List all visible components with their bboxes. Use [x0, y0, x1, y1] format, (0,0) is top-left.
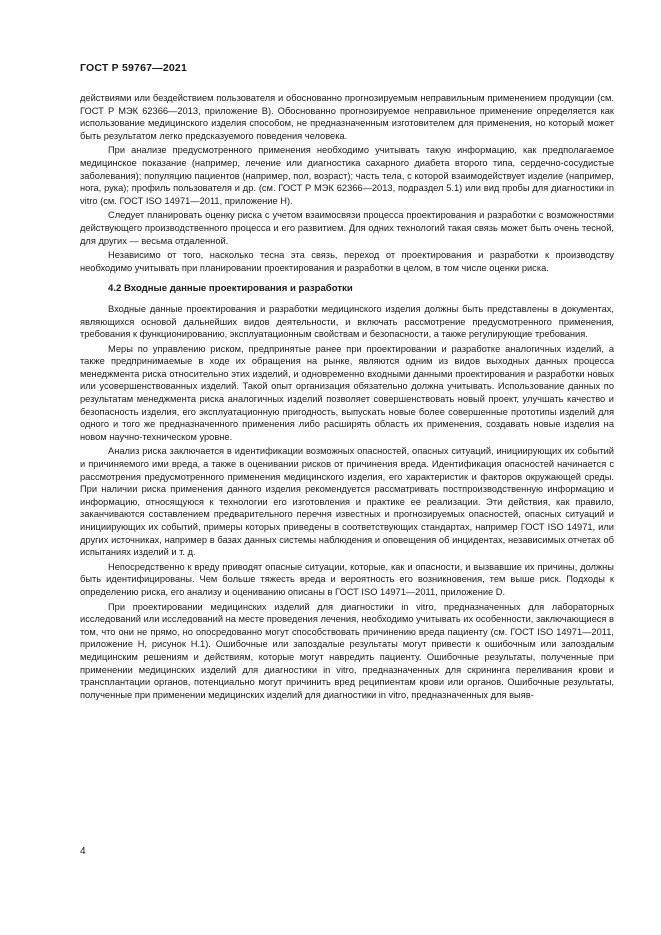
page-number: 4 — [80, 846, 86, 857]
paragraph: Независимо от того, насколько тесна эта связь, переход от проектирования и разработки к производству необходимо учитывать при планировании проектирования и разработки в целом, в том числе оценки риска. — [80, 250, 614, 273]
paragraph: Непосредственно к вреду приводят опасные ситуации, которые, как и опасности, и вызвавшие их причины, должны быть идентифицированы. Чем больше тяжесть вреда и вероятность его возникновения, тем выше риск. Подходы к определению риска, его анализу и оцениванию описаны в ГОСТ ISO 14971—2011, приложение D. — [80, 561, 614, 597]
paragraph-continuation: действиями или бездействием пользователя и обоснованно прогнозируемым неправильным применением продукции (см. ГОСТ Р МЭК 62366—2013, приложение В). Обоснованно прогнозируемое неправильное применение определяется как использование медицинского изделия способом, не предназначенным изготовителем для применения, но который может быть результатом легко предсказуемого поведения человека. — [80, 93, 614, 141]
paragraph: Анализ риска заключается в идентификации возможных опасностей, опасных ситуаций, инициирующих их событий и причиняемого ими вреда, а также в оценивании рисков от причинения вреда. Идентификация опасностей начинается с рассмотрения предусмотренного применения медицинского изделия, его характеристик и факторов окружающей среды. При наличии риска применения данного изделия рекомендуется рассматривать постпроизводственную информацию и информацию, относящуюся к технологии его изготовления и практике ее реализации. Эти действия, как правило, заканчиваются составлением предварительного перечня известных и прогнозируемых опасностей, опасных ситуаций и инициирующих их событий, примеры которых приведены в соответствующих стандартах, например ГОСТ ISO 14971, или других источниках, например в базах данных системы наблюдения и оповещения об инцидентах, независимых отчетах об испытаниях изделий и т. д. — [80, 446, 614, 558]
paragraph: Следует планировать оценку риска с учетом взаимосвязи процесса проектирования и разработки с возможностями действующего производственного процесса и его развитием. Для одних технологий такая связь может быть очень тесной, для других — весьма отдаленной. — [80, 210, 614, 246]
page-body — [80, 92, 614, 703]
standard-header: ГОСТ Р 59767—2021 — [80, 62, 188, 74]
paragraph: Меры по управлению риском, предпринятые ранее при проектировании и разработке аналогичных изделий, а также предпринимаемые в ходе их обращения на рынке, являются одним из видов выходных данных процесса менеджмента риска относительно этих изделий, и одновременно входными данными проектирования и разработки новых или усовершенствованных изделий. Такой опыт организация обязательно должна учитывать. Использование данных по результатам менеджмента риска аналогичных изделий позволяет совершенствовать новый проект, улучшать качество и безопасность изделия, его эксплуатационную пригодность, выпускать новые более совершенные прототипы изделий для одного и того же предназначенного применения либо расширять область их применения, создавать новые изделия на новом научно-техническом уровне. — [80, 343, 614, 442]
paragraph: Входные данные проектирования и разработки медицинского изделия должны быть представлены в документах, являющихся основой дальнейших видов деятельности, и включать рассмотрение предусмотренного применения, требования к функционированию, эксплуатационным свойствам и безопасности, а также регулирующие требования. — [80, 303, 614, 340]
section-heading: 4.2 Входные данные проектирования и разработки — [108, 283, 353, 295]
paragraph: При проектировании медицинских изделий для диагностики in vitro, предназначенных для лабораторных исследований или исследований на месте проведения лечения, необходимо учитывать их особенности, заключающиеся в том, что они не прямо, но опосредованно могут способствовать причинению вреда пациенту (см. ГОСТ ISO 14971—2011, приложение Н, рисунок Н.1). Ошибочные или запоздалые результаты могут привести к ошибочным или запоздалым медицинским решениям и действиям, которые могут навредить пациенту. Ошибочные результаты, полученные при применении медицинских изделий для диагностики in vitro, предназначенных для скрининга переливания крови и трансплантации органов, потенциально могут причинить вред реципиентам крови или органов. Ошибочные результаты, полученные при применении медицинских изделий для диагностики in vitro, предназначенных для выяв- — [80, 601, 614, 700]
paragraph: При анализе предусмотренного применения необходимо учитывать такую информацию, как предполагаемое медицинское показание (например, лечение или диагностика сахарного диабета второго типа, сердечно-сосудистые заболевания); популяцию пациентов (например, пол, возраст); часть тела, с которой взаимодействует изделие (например, нога, рука); профиль пользователя и др. (см. ГОСТ Р МЭК 62366—2013, подраздел 5.1) или вид пробы для диагностики in vitro (см. ГОСТ ISO 14971—2011, приложение Н). — [80, 145, 614, 206]
